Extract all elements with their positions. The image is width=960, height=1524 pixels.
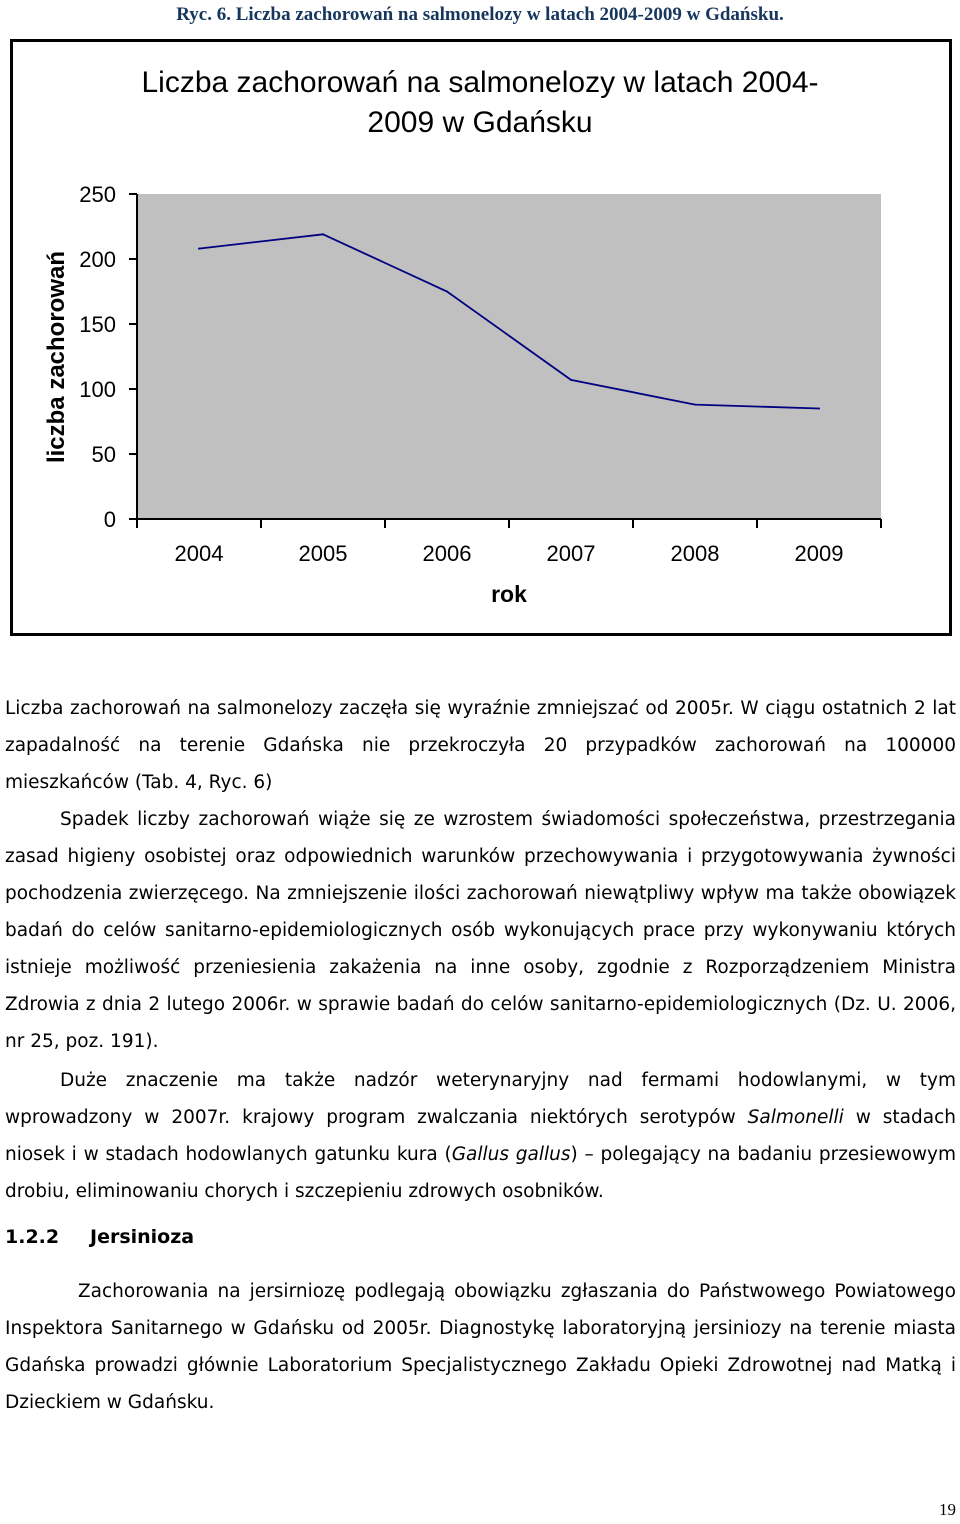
data-point-2006 <box>446 291 448 293</box>
x-axis <box>137 519 881 566</box>
y-tick-label-200: 200 <box>79 247 116 272</box>
paragraph-3-part-3: ) – polegający na badaniu przesiewowym drobiu, eliminowaniu chorych i szczepieniu zdrowych osobników. <box>5 1144 957 1202</box>
page-number: 19 <box>939 1500 956 1519</box>
chart-frame <box>10 39 952 636</box>
x-tick-label-2004: 2004 <box>174 541 224 566</box>
y-tick-label-50: 50 <box>91 442 116 467</box>
chart-title-line-2: 2009 w Gdańsku <box>367 106 593 139</box>
y-axis <box>79 182 137 532</box>
salmonelli-term: Salmonelli <box>747 1107 844 1128</box>
data-point-2009 <box>818 408 820 410</box>
x-tick-label-2008: 2008 <box>670 541 720 566</box>
paragraph-3-part-2: w stadach niosek i w stadach hodowlanych gatunku kura ( <box>5 1107 956 1165</box>
y-axis-label: liczba zachorowań <box>43 250 70 464</box>
data-point-2004 <box>198 248 200 250</box>
line-chart <box>0 0 960 640</box>
paragraph-2: Spadek liczby zachorowań wiąże się ze wzrostem świadomości społeczeństwa, przestrzegania zasad higieny osobistej oraz odpowiednich warunków przechowywania i przygotowywania żywności pochodzenia zwierzęcego. Na zmniejszenie ilości zachorowań niewątpliwy wpływ ma także obowiązek badań do celów sanitarno-epidemiologicznych osób wykonujących prace przy wykonywaniu których istnieje możliwość przeniesienia zakażenia na inne osoby, zgodnie z Rozporządzeniem Ministra Zdrowia z dnia 2 lutego 2006r. w sprawie badań do celów sanitarno-epidemiologicznych (Dz. U. 2006, nr 25, poz. 191). <box>5 809 956 1052</box>
section-title: Jersinioza <box>90 1226 195 1248</box>
data-point-2007 <box>570 379 572 381</box>
y-tick-label-150: 150 <box>79 312 116 337</box>
gallus-term: Gallus gallus <box>451 1144 571 1165</box>
chart-title-line-1: Liczba zachorowań na salmonelozy w latach 2004- <box>141 66 819 99</box>
section-number: 1.2.2 <box>5 1226 60 1248</box>
y-tick-label-250: 250 <box>79 182 116 207</box>
x-axis-label: rok <box>491 581 527 607</box>
paragraph-4: Zachorowania na jersirniozę podlegają obowiązku zgłaszania do Państwowego Powiatowego Inspektora Sanitarnego w Gdańsku od 2005r. Diagnostykę laboratoryjną jersiniozy na terenie miasta Gdańska prowadzi głównie Laboratorium Specjalistycznego Zakładu Opieki Zdrowotnej nad Matką i Dzieckiem w Gdańsku. <box>5 1281 956 1413</box>
section-heading <box>5 1226 194 1248</box>
x-tick-label-2007: 2007 <box>546 541 596 566</box>
figure-caption: Ryc. 6. Liczba zachorowań na salmonelozy w latach 2004-2009 w Gdańsku. <box>176 4 784 25</box>
x-tick-label-2005: 2005 <box>298 541 348 566</box>
paragraph-1: Liczba zachorowań na salmonelozy zaczęła się wyraźnie zmniejszać od 2005r. W ciągu ostatnich 2 lat zapadalność na terenie Gdańska nie przekroczyła 20 przypadków zachorowań na 100000 mieszkańców (Tab. 4, Ryc. 6) <box>5 698 956 793</box>
x-tick-label-2006: 2006 <box>422 541 472 566</box>
data-point-2008 <box>694 404 696 406</box>
data-point-2005 <box>322 233 324 235</box>
paragraph-3-part-1: Duże znaczenie ma także nadzór weterynaryjny nad fermami hodowlanymi, w tym wprowadzony w 2007r. krajowy program zwalczania niektórych serotypów <box>5 1070 956 1128</box>
x-tick-label-2009: 2009 <box>794 541 844 566</box>
y-tick-label-0: 0 <box>103 507 116 532</box>
paragraph-3 <box>5 1062 956 1210</box>
y-tick-label-100: 100 <box>79 377 116 402</box>
